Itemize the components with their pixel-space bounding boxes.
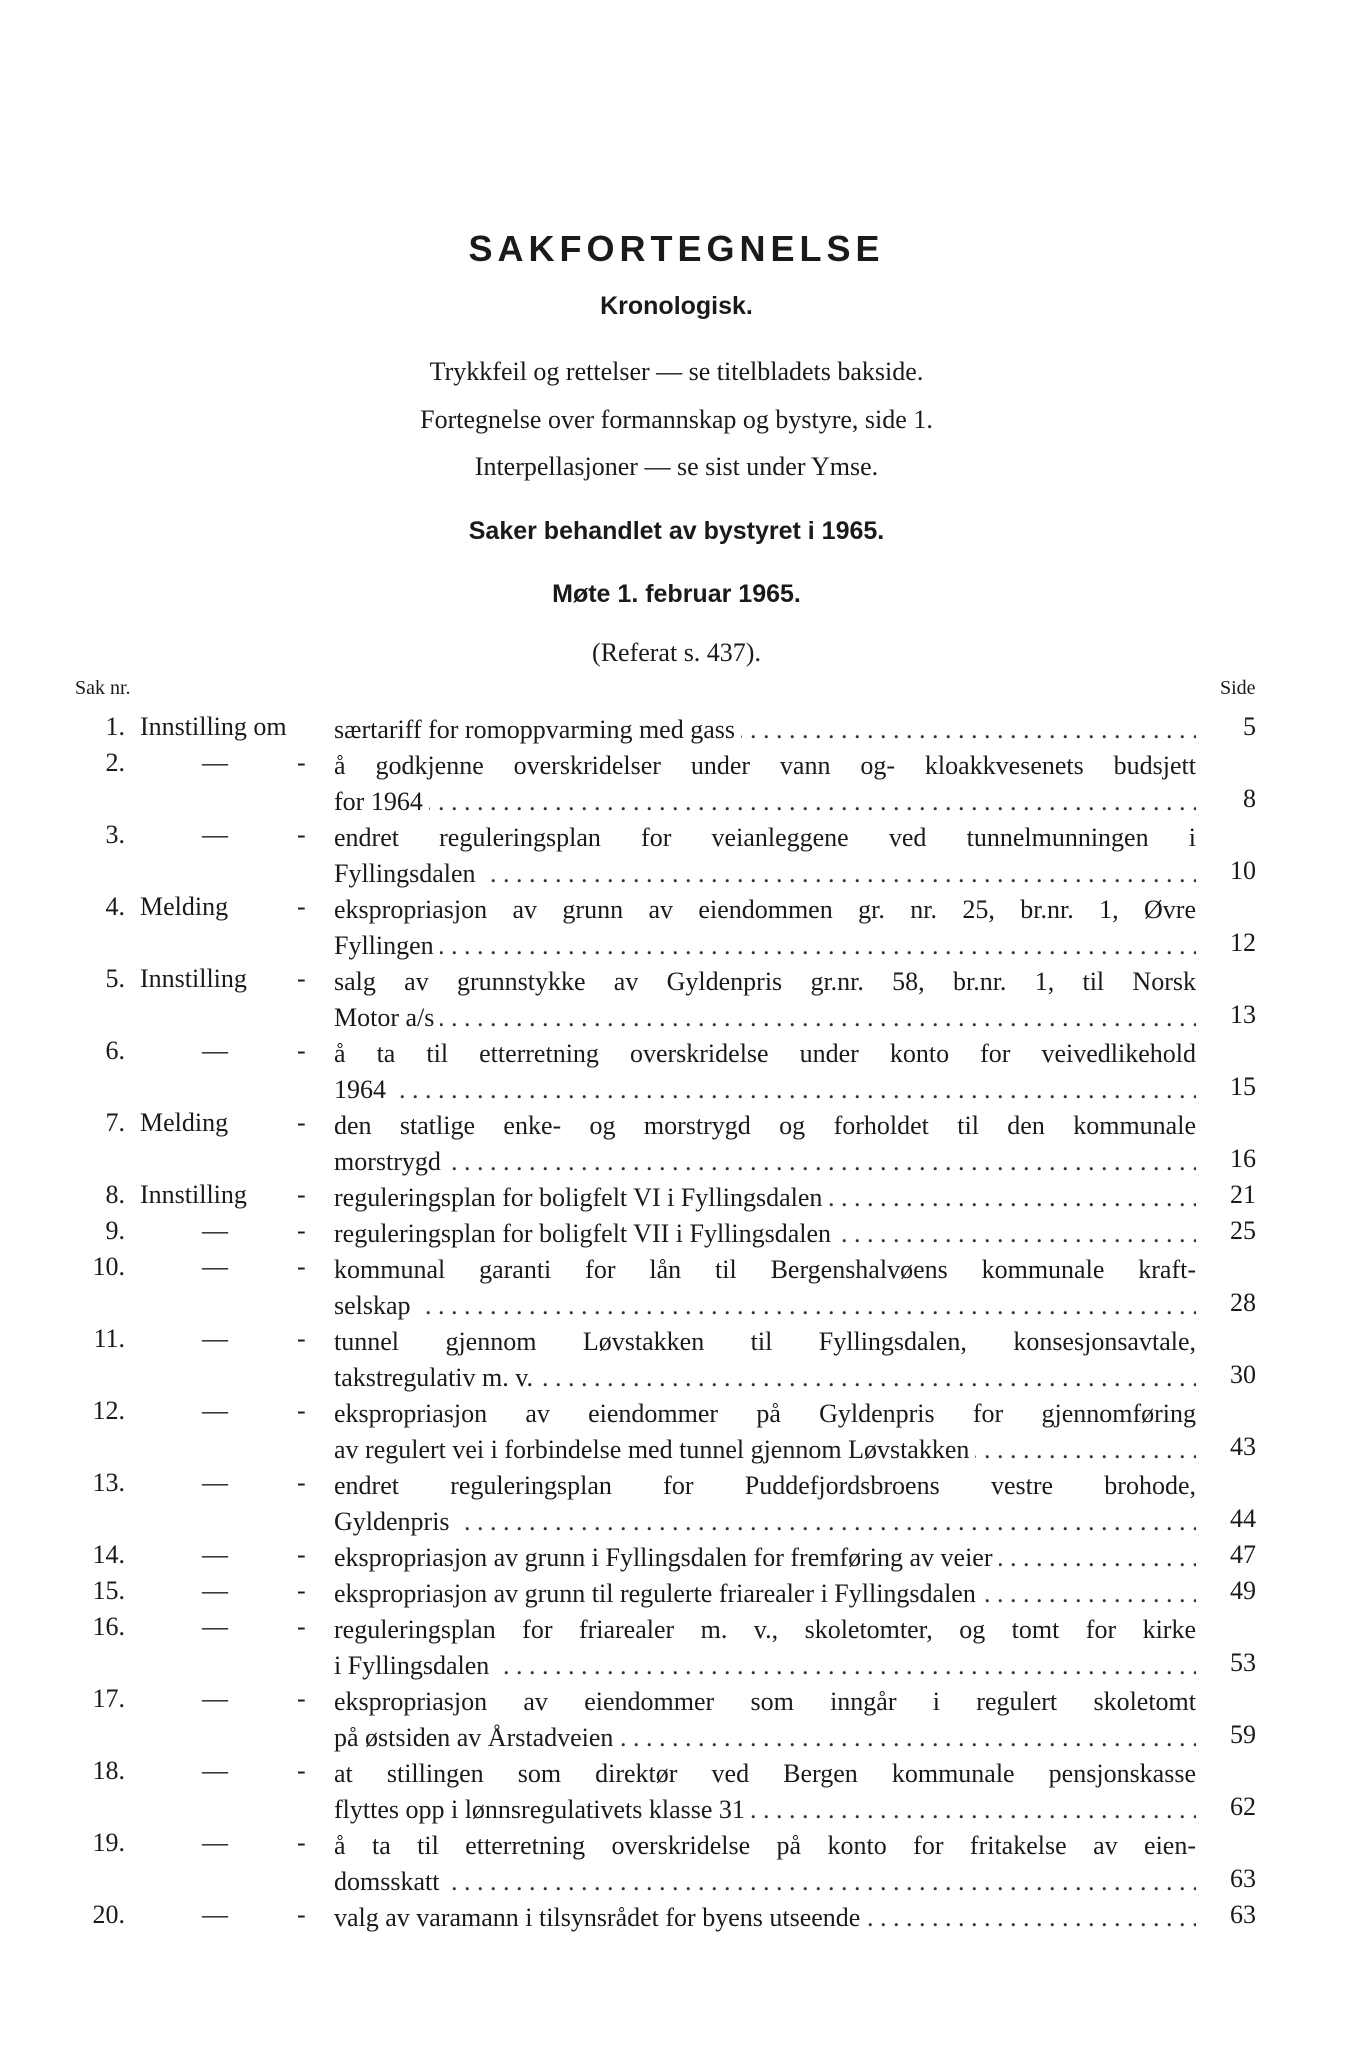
separator-hyphen: - bbox=[297, 1108, 306, 1137]
description-line: reguleringsplan for boligfelt VII i Fyllingsdalen . . . bbox=[334, 1216, 1196, 1252]
separator-hyphen: - bbox=[297, 1180, 306, 1209]
case-number: 7. bbox=[105, 1108, 125, 1137]
separator-hyphen: - bbox=[297, 1576, 306, 1605]
case-entry bbox=[0, 1180, 1353, 1216]
case-type: Melding bbox=[140, 1108, 229, 1137]
description-line: salg av grunnstykke av Gyldenpris gr.nr. 58, br.nr. 1, til Norsk bbox=[334, 967, 1196, 996]
case-number: 14. bbox=[92, 1540, 125, 1569]
description-line: ekspropriasjon av grunn av eiendommen gr. nr. 25, br.nr. 1, Øvre bbox=[334, 895, 1196, 924]
page-number: 63 bbox=[1230, 1900, 1256, 1929]
case-entry bbox=[0, 1252, 1353, 1324]
case-entry bbox=[0, 964, 1353, 1036]
case-number: 8. bbox=[105, 1180, 125, 1209]
case-description bbox=[334, 712, 1196, 748]
case-entry bbox=[0, 1576, 1353, 1612]
description-line: å ta til etterretning overskridelse på konto for fritakelse av eien- bbox=[334, 1831, 1196, 1860]
column-header-page: Side bbox=[1220, 677, 1256, 699]
case-description bbox=[334, 892, 1196, 964]
description-line: ekspropriasjon av eiendommer på Gyldenpris for gjennomføring bbox=[334, 1399, 1196, 1428]
case-entry bbox=[0, 1468, 1353, 1540]
case-number: 6. bbox=[105, 1036, 125, 1065]
page-number: 8 bbox=[1243, 784, 1256, 813]
page-title: SAKFORTEGNELSE bbox=[468, 228, 885, 269]
description-line: på østsiden av Årstadveien . . . bbox=[334, 1720, 1196, 1756]
referat-reference: (Referat s. 437). bbox=[592, 638, 761, 667]
case-description bbox=[334, 1216, 1196, 1252]
description-line: kommunal garanti for lån til Bergenshalvøens kommunale kraft- bbox=[334, 1255, 1196, 1284]
page-number: 21 bbox=[1230, 1180, 1256, 1209]
case-description bbox=[334, 1468, 1196, 1540]
case-description bbox=[334, 964, 1196, 1036]
separator-hyphen: - bbox=[297, 1540, 306, 1569]
description-line: for 1964 . . . bbox=[334, 784, 1196, 820]
description-line: domsskatt . . . bbox=[334, 1864, 1196, 1900]
description-line: av regulert vei i forbindelse med tunnel gjennom Løvstakken . . . bbox=[334, 1432, 1196, 1468]
description-line: Fyllingen . . . bbox=[334, 928, 1196, 964]
description-line: tunnel gjennom Løvstakken til Fyllingsdalen, konsesjonsavtale, bbox=[334, 1327, 1196, 1356]
case-description bbox=[334, 1900, 1196, 1936]
column-header-case-number: Sak nr. bbox=[75, 677, 131, 699]
page-number: 59 bbox=[1230, 1720, 1256, 1749]
case-number: 15. bbox=[92, 1576, 125, 1605]
description-line: Motor a/s . . . bbox=[334, 1000, 1196, 1036]
separator-hyphen: - bbox=[297, 1612, 306, 1641]
case-number: 9. bbox=[105, 1216, 125, 1245]
separator-hyphen: - bbox=[297, 1756, 306, 1785]
case-entry bbox=[0, 1612, 1353, 1684]
case-number: 4. bbox=[105, 892, 125, 921]
ditto-dash: — bbox=[202, 1756, 228, 1785]
case-entry bbox=[0, 1108, 1353, 1180]
description-line: reguleringsplan for boligfelt VI i Fyllingsdalen . . . bbox=[334, 1180, 1196, 1216]
page-subtitle: Kronologisk. bbox=[600, 292, 753, 320]
separator-hyphen: - bbox=[297, 820, 306, 849]
case-number: 20. bbox=[92, 1900, 125, 1929]
ditto-dash: — bbox=[202, 1468, 228, 1497]
ditto-dash: — bbox=[202, 1828, 228, 1857]
ditto-dash: — bbox=[202, 1216, 228, 1245]
page-number: 49 bbox=[1230, 1576, 1256, 1605]
case-entry bbox=[0, 712, 1353, 748]
case-description bbox=[334, 1252, 1196, 1324]
ditto-dash: — bbox=[202, 1036, 228, 1065]
description-line: å ta til etterretning overskridelse under konto for veivedlikehold bbox=[334, 1039, 1196, 1068]
ditto-dash: — bbox=[202, 820, 228, 849]
separator-hyphen: - bbox=[297, 1468, 306, 1497]
case-entry bbox=[0, 1684, 1353, 1756]
description-line: i Fyllingsdalen . . . bbox=[334, 1648, 1196, 1684]
case-number: 11. bbox=[93, 1324, 125, 1353]
note-errata: Trykkfeil og rettelser — se titelbladets bakside. bbox=[429, 357, 924, 386]
page-number: 16 bbox=[1230, 1144, 1256, 1173]
ditto-dash: — bbox=[202, 1900, 228, 1929]
description-line: ekspropriasjon av grunn i Fyllingsdalen for fremføring av veier . . . bbox=[334, 1540, 1196, 1576]
case-entry bbox=[0, 1756, 1353, 1828]
case-number: 12. bbox=[92, 1396, 125, 1425]
description-line: særtariff for romoppvarming med gass . . . bbox=[334, 712, 1196, 748]
separator-hyphen: - bbox=[297, 1324, 306, 1353]
case-description bbox=[334, 1180, 1196, 1216]
page-number: 15 bbox=[1230, 1072, 1256, 1101]
ditto-dash: — bbox=[202, 1540, 228, 1569]
case-type: Innstilling bbox=[140, 964, 247, 993]
case-entry bbox=[0, 748, 1353, 820]
page-number: 30 bbox=[1230, 1360, 1256, 1389]
description-line: morstrygd . . . bbox=[334, 1144, 1196, 1180]
page-number: 44 bbox=[1230, 1504, 1256, 1533]
case-number: 1. bbox=[105, 712, 125, 741]
description-line: ekspropriasjon av grunn til regulerte friarealer i Fyllingsdalen . . . bbox=[334, 1576, 1196, 1612]
description-line: 1964 . . . bbox=[334, 1072, 1196, 1108]
description-line: endret reguleringsplan for Puddefjordsbroens vestre brohode, bbox=[334, 1471, 1196, 1500]
ditto-dash: — bbox=[202, 1324, 228, 1353]
ditto-dash: — bbox=[202, 748, 228, 777]
case-description bbox=[334, 820, 1196, 892]
case-type: Melding bbox=[140, 892, 229, 921]
separator-hyphen: - bbox=[297, 892, 306, 921]
session-heading: Saker behandlet av bystyret i 1965. bbox=[468, 517, 885, 545]
ditto-dash: — bbox=[202, 1252, 228, 1281]
description-line: Fyllingsdalen . . . bbox=[334, 856, 1196, 892]
case-description bbox=[334, 1324, 1196, 1396]
case-number: 10. bbox=[92, 1252, 125, 1281]
separator-hyphen: - bbox=[297, 1216, 306, 1245]
ditto-dash: — bbox=[202, 1684, 228, 1713]
separator-hyphen: - bbox=[297, 1900, 306, 1929]
separator-hyphen: - bbox=[297, 964, 306, 993]
case-number: 19. bbox=[92, 1828, 125, 1857]
case-description bbox=[334, 1684, 1196, 1756]
case-entry bbox=[0, 1036, 1353, 1108]
case-entry bbox=[0, 1216, 1353, 1252]
note-index: Fortegnelse over formannskap og bystyre, side 1. bbox=[420, 405, 933, 434]
case-number: 17. bbox=[92, 1684, 125, 1713]
page-number: 13 bbox=[1230, 1000, 1256, 1029]
separator-hyphen: - bbox=[297, 748, 306, 777]
case-description bbox=[334, 748, 1196, 820]
case-description bbox=[334, 1036, 1196, 1108]
description-line: reguleringsplan for friarealer m. v., skoletomter, og tomt for kirke bbox=[334, 1615, 1196, 1644]
separator-hyphen: - bbox=[297, 1828, 306, 1857]
ditto-dash: — bbox=[202, 1396, 228, 1425]
description-line: å godkjenne overskridelser under vann og- kloakkvesenets budsjett bbox=[334, 751, 1196, 780]
description-line: endret reguleringsplan for veianleggene ved tunnelmunningen i bbox=[334, 823, 1196, 852]
case-description bbox=[334, 1612, 1196, 1684]
case-type: Innstilling bbox=[140, 1180, 247, 1209]
description-line: den statlige enke- og morstrygd og forholdet til den kommunale bbox=[334, 1111, 1196, 1140]
page-number: 25 bbox=[1230, 1216, 1256, 1245]
description-line: at stillingen som direktør ved Bergen kommunale pensjonskasse bbox=[334, 1759, 1196, 1788]
case-entry bbox=[0, 1324, 1353, 1396]
description-line: ekspropriasjon av eiendommer som inngår i regulert skoletomt bbox=[334, 1687, 1196, 1716]
description-line: takstregulativ m. v. . . . bbox=[334, 1360, 1196, 1396]
case-number: 13. bbox=[92, 1468, 125, 1497]
case-description bbox=[334, 1828, 1196, 1900]
case-description bbox=[334, 1576, 1196, 1612]
case-number: 16. bbox=[92, 1612, 125, 1641]
description-line: flyttes opp i lønnsregulativets klasse 31 . . . bbox=[334, 1792, 1196, 1828]
case-description bbox=[334, 1756, 1196, 1828]
description-line: selskap . . . bbox=[334, 1288, 1196, 1324]
case-number: 5. bbox=[105, 964, 125, 993]
page-number: 43 bbox=[1230, 1432, 1256, 1461]
case-number: 18. bbox=[92, 1756, 125, 1785]
note-interpellations: Interpellasjoner — se sist under Ymse. bbox=[474, 452, 879, 481]
page-number: 10 bbox=[1230, 856, 1256, 885]
case-entry bbox=[0, 892, 1353, 964]
separator-hyphen: - bbox=[297, 1036, 306, 1065]
page-number: 63 bbox=[1230, 1864, 1256, 1893]
case-entry bbox=[0, 1540, 1353, 1576]
case-description bbox=[334, 1396, 1196, 1468]
case-description bbox=[334, 1540, 1196, 1576]
separator-hyphen: - bbox=[297, 1396, 306, 1425]
page-number: 47 bbox=[1230, 1540, 1256, 1569]
case-entry bbox=[0, 1396, 1353, 1468]
separator-hyphen: - bbox=[297, 1684, 306, 1713]
meeting-heading: Møte 1. februar 1965. bbox=[552, 580, 801, 608]
case-description bbox=[334, 1108, 1196, 1180]
separator-hyphen: - bbox=[297, 1252, 306, 1281]
page-number: 62 bbox=[1230, 1792, 1256, 1821]
case-number: 3. bbox=[105, 820, 125, 849]
case-entry bbox=[0, 1900, 1353, 1936]
case-number: 2. bbox=[105, 748, 125, 777]
page-number: 53 bbox=[1230, 1648, 1256, 1677]
page-number: 12 bbox=[1230, 928, 1256, 957]
page-number: 5 bbox=[1243, 712, 1256, 741]
page-number: 28 bbox=[1230, 1288, 1256, 1317]
case-type: Innstilling om bbox=[140, 712, 287, 741]
description-line: Gyldenpris . . . bbox=[334, 1504, 1196, 1540]
description-line: valg av varamann i tilsynsrådet for byens utseende . . . bbox=[334, 1900, 1196, 1936]
ditto-dash: — bbox=[202, 1612, 228, 1641]
case-entry bbox=[0, 1828, 1353, 1900]
ditto-dash: — bbox=[202, 1576, 228, 1605]
case-entry bbox=[0, 820, 1353, 892]
